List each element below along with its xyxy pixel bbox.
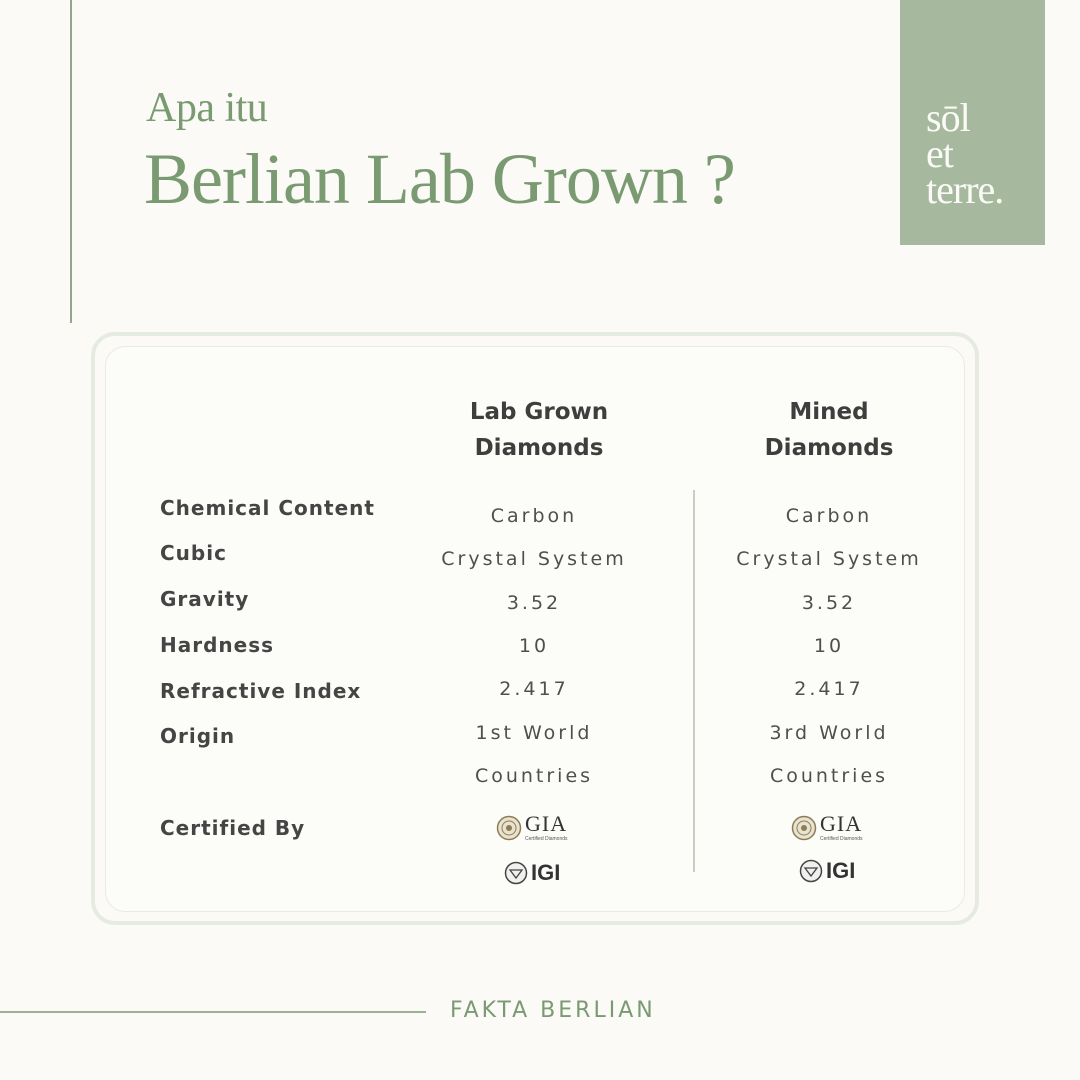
- table-cell: Countries: [474, 765, 594, 787]
- logo-line-2: et: [926, 131, 953, 176]
- table-cell: Carbon: [785, 505, 873, 527]
- igi-logo: [504, 860, 560, 886]
- table-cell: Countries: [769, 765, 889, 787]
- gia-wordmark: GIA: [525, 811, 568, 836]
- column-header-line: Diamonds: [764, 435, 894, 461]
- gia-wordmark: GIA: [820, 811, 863, 836]
- table-cell: Crystal System: [441, 548, 627, 570]
- footer-label: FAKTA BERLIAN: [450, 998, 656, 1023]
- footer-line: [0, 1011, 426, 1013]
- row-label-refractive-index: Refractive Index: [160, 679, 362, 703]
- column-header-line: Lab Grown: [469, 399, 609, 425]
- igi-seal-icon: [504, 861, 528, 885]
- gia-logo: [496, 811, 568, 842]
- gia-logo: [791, 811, 863, 842]
- column-header-line: Diamonds: [474, 435, 604, 461]
- gia-seal-icon: [791, 815, 817, 841]
- column-header-lab-grown: [419, 394, 659, 466]
- gia-seal-icon: [496, 815, 522, 841]
- gia-subtext: Certified Diamonds: [820, 836, 863, 842]
- gia-subtext: Certified Diamonds: [525, 836, 568, 842]
- table-cell: 3rd World: [769, 722, 889, 744]
- brand-logo: [926, 95, 1004, 212]
- left-accent-line: [70, 0, 72, 323]
- page-title: Berlian Lab Grown ?: [144, 139, 735, 219]
- row-label-certified-by: Certified By: [160, 816, 306, 840]
- table-cell: 10: [518, 635, 550, 657]
- row-label-origin: Origin: [160, 724, 236, 748]
- table-cell: 10: [813, 635, 845, 657]
- table-cell: Carbon: [490, 505, 578, 527]
- igi-wordmark: IGI: [826, 858, 856, 883]
- igi-wordmark: IGI: [531, 860, 561, 885]
- igi-seal-icon: [799, 859, 823, 883]
- table-cell: 2.417: [794, 678, 864, 700]
- logo-line-3: terre.: [926, 167, 1004, 212]
- column-header-mined: [709, 394, 949, 466]
- row-label-gravity: Gravity: [160, 587, 250, 611]
- table-cell: Crystal System: [736, 548, 922, 570]
- logo-line-1: sōl: [926, 95, 970, 140]
- table-cell: 3.52: [506, 592, 562, 614]
- row-label-hardness: Hardness: [160, 633, 275, 657]
- igi-logo: [799, 858, 855, 884]
- table-cell: 1st World: [475, 722, 593, 744]
- table-cell: 3.52: [801, 592, 857, 614]
- row-label-cubic: Cubic: [160, 541, 227, 565]
- column-header-line: Mined: [789, 399, 869, 425]
- page-subtitle: Apa itu: [146, 85, 268, 131]
- table-cell: 2.417: [499, 678, 569, 700]
- row-label-chemical-content: Chemical Content: [160, 496, 375, 520]
- column-divider: [693, 490, 695, 872]
